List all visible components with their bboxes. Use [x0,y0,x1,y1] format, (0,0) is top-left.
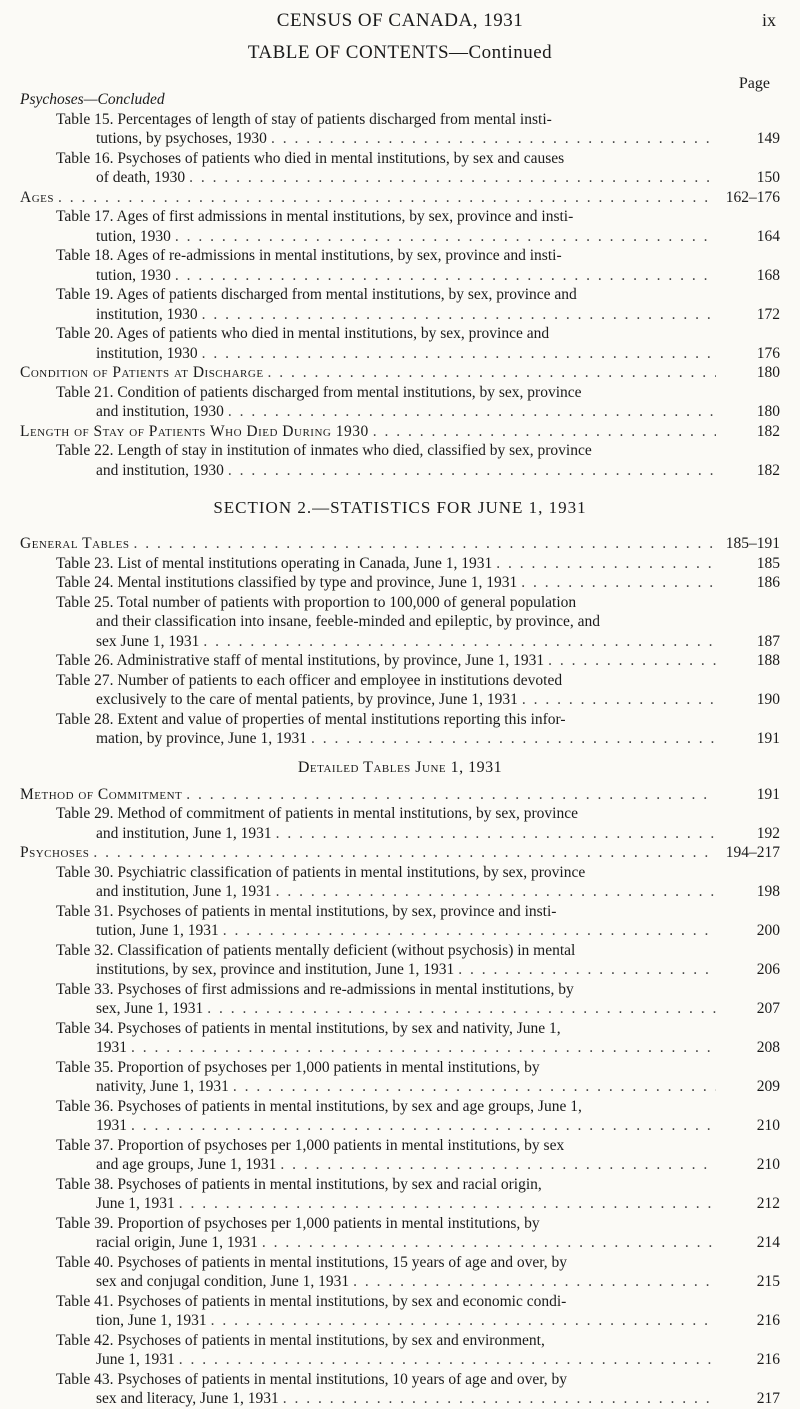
toc-entry-t17-line1[interactable]: Table 17. Ages of first admissions in mental institutions, by sex, province and insti- [56,208,574,225]
dot-leader [179,1350,716,1370]
dot-leader [228,402,716,422]
toc-entry-t26[interactable]: Table 26. Administrative staff of mental institutions, by province, June 1, 1931 . . . 188 [20,651,780,671]
dot-leader [131,1116,716,1136]
toc-entry-t25-line1[interactable]: Table 25. Total number of patients with proportion to 100,000 of general population [56,593,577,611]
page-ref: 180 [756,364,780,381]
dot-leader [496,554,716,574]
toc-entry-t32-line1[interactable]: Table 32. Classification of patients mentally deficient (without psychosis) in mental [56,941,576,959]
running-title: CENSUS OF CANADA, 1931 [276,10,524,31]
page-ref: 162–176 [725,188,780,206]
toc-entry-t30[interactable]: and institution, June 1, 1931 . . . 198 [20,882,780,902]
toc-entry-psychoses[interactable]: Psychoses . . . 194–217 [20,843,780,863]
toc-entry-t43[interactable]: sex and literacy, June 1, 1931 . . . 217 [20,1389,780,1409]
dot-leader [276,824,716,844]
page-ref: 208 [756,1039,780,1056]
toc-entry-t22[interactable]: and institution, 1930 . . . 182 [20,461,780,481]
page-ref: 176 [756,344,780,362]
page-ref: 194–217 [725,844,780,861]
page-ref: 198 [756,883,780,900]
toc-entry-t36-line1[interactable]: Table 36. Psychoses of patients in mental institutions, by sex and age groups, June 1, [56,1097,582,1115]
toc-entry-t20[interactable]: institution, 1930 . . . 176 [20,344,780,364]
page-ref: 187 [756,632,780,650]
dot-leader [207,999,716,1019]
dot-leader [228,461,716,481]
dot-leader [522,690,716,710]
toc-body [20,90,780,1409]
toc-entry-t21-line1[interactable]: Table 21. Condition of patients discharged from mental institutions, by sex, province [56,383,582,401]
toc-entry-t33-line1[interactable]: Table 33. Psychoses of first admissions and re-admissions in mental institutions, by [56,980,574,998]
dot-leader [189,168,716,188]
dot-leader [211,1311,716,1331]
page-ref: 188 [756,652,780,669]
toc-entry-t38-line1[interactable]: Table 38. Psychoses of patients in mental institutions, by sex and racial origin, [56,1175,542,1193]
dot-leader [202,305,716,325]
toc-entry-t18[interactable]: tution, 1930 . . . 168 [20,266,780,286]
dot-leader [186,785,716,805]
toc-entry-t30-line1[interactable]: Table 30. Psychiatric classification of patients in mental institutions, by sex, province [56,863,586,881]
toc-entry-t39[interactable]: racial origin, June 1, 1931 . . . 214 [20,1233,780,1253]
dot-leader [262,1233,716,1253]
toc-entry-t33[interactable]: sex, June 1, 1931 . . . 207 [20,999,780,1019]
page-ref: 216 [756,1312,780,1329]
page-ref: 182 [756,422,780,440]
toc-entry-t27[interactable]: exclusively to the care of mental patients, by province, June 1, 1931 . . . 190 [20,690,780,710]
toc-entry-t16-line1[interactable]: Table 16. Psychoses of patients who died in mental institutions, by sex and causes [56,149,565,167]
dot-leader [175,266,716,286]
page-ref: 149 [756,130,780,147]
page-ref: 217 [756,1390,780,1407]
dot-leader [311,729,716,749]
page-ref: 210 [756,1156,780,1173]
toc-entry-t20-line1[interactable]: Table 20. Ages of patients who died in mental institutions, by sex, province and [56,325,550,342]
dot-leader [271,129,716,149]
page-ref: 191 [756,785,780,803]
section-heading-psychoses-concluded: Psychoses—Concluded [20,91,165,108]
page-ref: 164 [756,227,780,245]
toc-entry-t34[interactable]: 1931 . . . 208 [20,1038,780,1058]
page-ref: 182 [756,461,780,479]
section-2-heading: SECTION 2.—STATISTICS FOR JUNE 1, 1931 [213,498,587,517]
dot-leader [133,534,716,554]
toc-entry-t15-line1[interactable]: Table 15. Percentages of length of stay of patients discharged from mental insti- [56,110,552,128]
toc-entry-general-tables[interactable]: General Tables . . . 185–191 [20,534,780,554]
toc-entry-t38[interactable]: June 1, 1931 . . . 212 [20,1194,780,1214]
toc-entry-t34-line1[interactable]: Table 34. Psychoses of patients in mental institutions, by sex and nativity, June 1, [56,1019,561,1037]
toc-entry-t43-line1[interactable]: Table 43. Psychoses of patients in mental institutions, 10 years of age and over, by [56,1370,567,1388]
toc-entry-t39-line1[interactable]: Table 39. Proportion of psychoses per 1,000 patients in mental institutions, by [56,1214,540,1232]
page-ref: 215 [756,1273,780,1290]
page-column-label: Page [738,75,770,92]
dot-leader [223,921,716,941]
toc-entry-ages[interactable]: Ages . . . 162–176 [20,188,780,208]
toc-entry-t42[interactable]: June 1, 1931 . . . 216 [20,1350,780,1370]
dot-leader [548,651,716,671]
page-ref: 210 [756,1117,780,1134]
toc-entry-t16[interactable]: of death, 1930 . . . 150 [20,168,780,188]
page-ref: 206 [756,961,780,978]
toc-entry-t37-line1[interactable]: Table 37. Proportion of psychoses per 1,000 patients in mental institutions, by sex [56,1136,565,1154]
toc-entry-t17[interactable]: tution, 1930 . . . 164 [20,227,780,247]
toc-entry-t36[interactable]: 1931 . . . 210 [20,1116,780,1136]
toc-entry-t42-line1[interactable]: Table 42. Psychoses of patients in mental institutions, by sex and environment, [56,1331,545,1349]
dot-leader [175,227,716,247]
toc-entry-t27-line1[interactable]: Table 27. Number of patients to each officer and employee in institutions devoted [56,671,563,689]
toc-entry-t19-line1[interactable]: Table 19. Ages of patients discharged from mental institutions, by sex, province and [56,286,577,303]
toc-entry-t25[interactable]: sex June 1, 1931 . . . 187 [20,632,780,652]
toc-entry-t35-line1[interactable]: Table 35. Proportion of psychoses per 1,000 patients in mental institutions, by [56,1058,540,1076]
page-ref: 168 [756,266,780,284]
toc-entry-condition[interactable]: Condition of Patients at Discharge . . . 180 [20,363,780,383]
page-ref: 190 [756,691,780,708]
toc-entry-method-of-commitment[interactable]: Method of Commitment . . . 191 [20,785,780,805]
page-ref: 212 [756,1195,780,1212]
dot-leader [353,1272,716,1292]
toc-entry-t19[interactable]: institution, 1930 . . . 172 [20,305,780,325]
page-ref: 191 [756,730,780,747]
toc-entry-t35[interactable]: nativity, June 1, 1931 . . . 209 [20,1077,780,1097]
page-ref: 214 [756,1234,780,1251]
page-ref: 207 [756,1000,780,1017]
page-ref: 185–191 [725,535,780,552]
detailed-tables-heading: Detailed Tables June 1, 1931 [297,758,503,776]
toc-entry-t29[interactable]: and institution, June 1, 1931 . . . 192 [20,824,780,844]
running-header [0,10,800,34]
page-ref: 150 [756,169,780,186]
dot-leader [458,960,716,980]
page-ref: 209 [756,1078,780,1095]
dot-leader [203,632,716,652]
page-ref: 172 [756,305,780,323]
dot-leader [373,422,716,442]
toc-entry-t37[interactable]: and age groups, June 1, 1931 . . . 210 [20,1155,780,1175]
toc-entry-t18-line1[interactable]: Table 18. Ages of re-admissions in mental institutions, by sex, province and insti- [56,247,562,264]
dot-leader [276,882,716,902]
page-ref: 192 [756,824,780,842]
toc-entry-t22-line1[interactable]: Table 22. Length of stay in institution of inmates who died, classified by sex, province [56,442,592,459]
page-ref: 180 [756,403,780,420]
toc-entry-t32[interactable]: institutions, by sex, province and institution, June 1, 1931 . . . 206 [20,960,780,980]
toc-entry-t28[interactable]: mation, by province, June 1, 1931 . . . 191 [20,729,780,749]
toc-entry-t28-line1[interactable]: Table 28. Extent and value of properties of mental institutions reporting this infor- [56,710,566,728]
toc-entry-t40[interactable]: sex and conjugal condition, June 1, 1931 . . . 215 [20,1272,780,1292]
toc-entry-t40-line1[interactable]: Table 40. Psychoses of patients in mental institutions, 15 years of age and over, by [56,1253,567,1271]
dot-leader [93,843,716,863]
toc-entry-t31-line1[interactable]: Table 31. Psychoses of patients in mental institutions, by sex, province and insti- [56,902,557,920]
toc-entry-length-of-stay[interactable]: Length of Stay of Patients Who Died During 1930 . . . 182 [20,422,780,442]
dot-leader [268,363,716,383]
dot-leader [58,188,716,208]
page-ref: 185 [756,554,780,572]
page-ref: 200 [756,922,780,939]
document-title: TABLE OF CONTENTS—Continued [247,42,553,63]
dot-leader [233,1077,716,1097]
dot-leader [283,1389,716,1409]
dot-leader [179,1194,716,1214]
dot-leader [131,1038,716,1058]
page-number: ix [761,10,776,30]
page-ref: 186 [756,574,780,591]
toc-entry-t21[interactable]: and institution, 1930 . . . 180 [20,402,780,422]
toc-entry-t29-line1[interactable]: Table 29. Method of commitment of patients in mental institutions, by sex, province [56,805,578,822]
toc-entry-t41-line1[interactable]: Table 41. Psychoses of patients in mental institutions, by sex and economic condi- [56,1292,567,1310]
toc-entry-t41[interactable]: tion, June 1, 1931 . . . 216 [20,1311,780,1331]
toc-entry-t15[interactable]: tutions, by psychoses, 1930 . . . 149 [20,129,780,149]
dot-leader [280,1155,716,1175]
toc-entry-t24[interactable]: Table 24. Mental institutions classified by type and province, June 1, 1931 . . . 186 [20,573,780,593]
toc-entry-t23[interactable]: Table 23. List of mental institutions operating in Canada, June 1, 1931 . . . 185 [20,554,780,574]
page-ref: 216 [756,1351,780,1368]
dot-leader [521,573,716,593]
toc-entry-t25-line2[interactable]: and their classification into insane, feeble-minded and epileptic, by province, and [96,613,601,630]
dot-leader [202,344,716,364]
toc-entry-t31[interactable]: tution, June 1, 1931 . . . 200 [20,921,780,941]
